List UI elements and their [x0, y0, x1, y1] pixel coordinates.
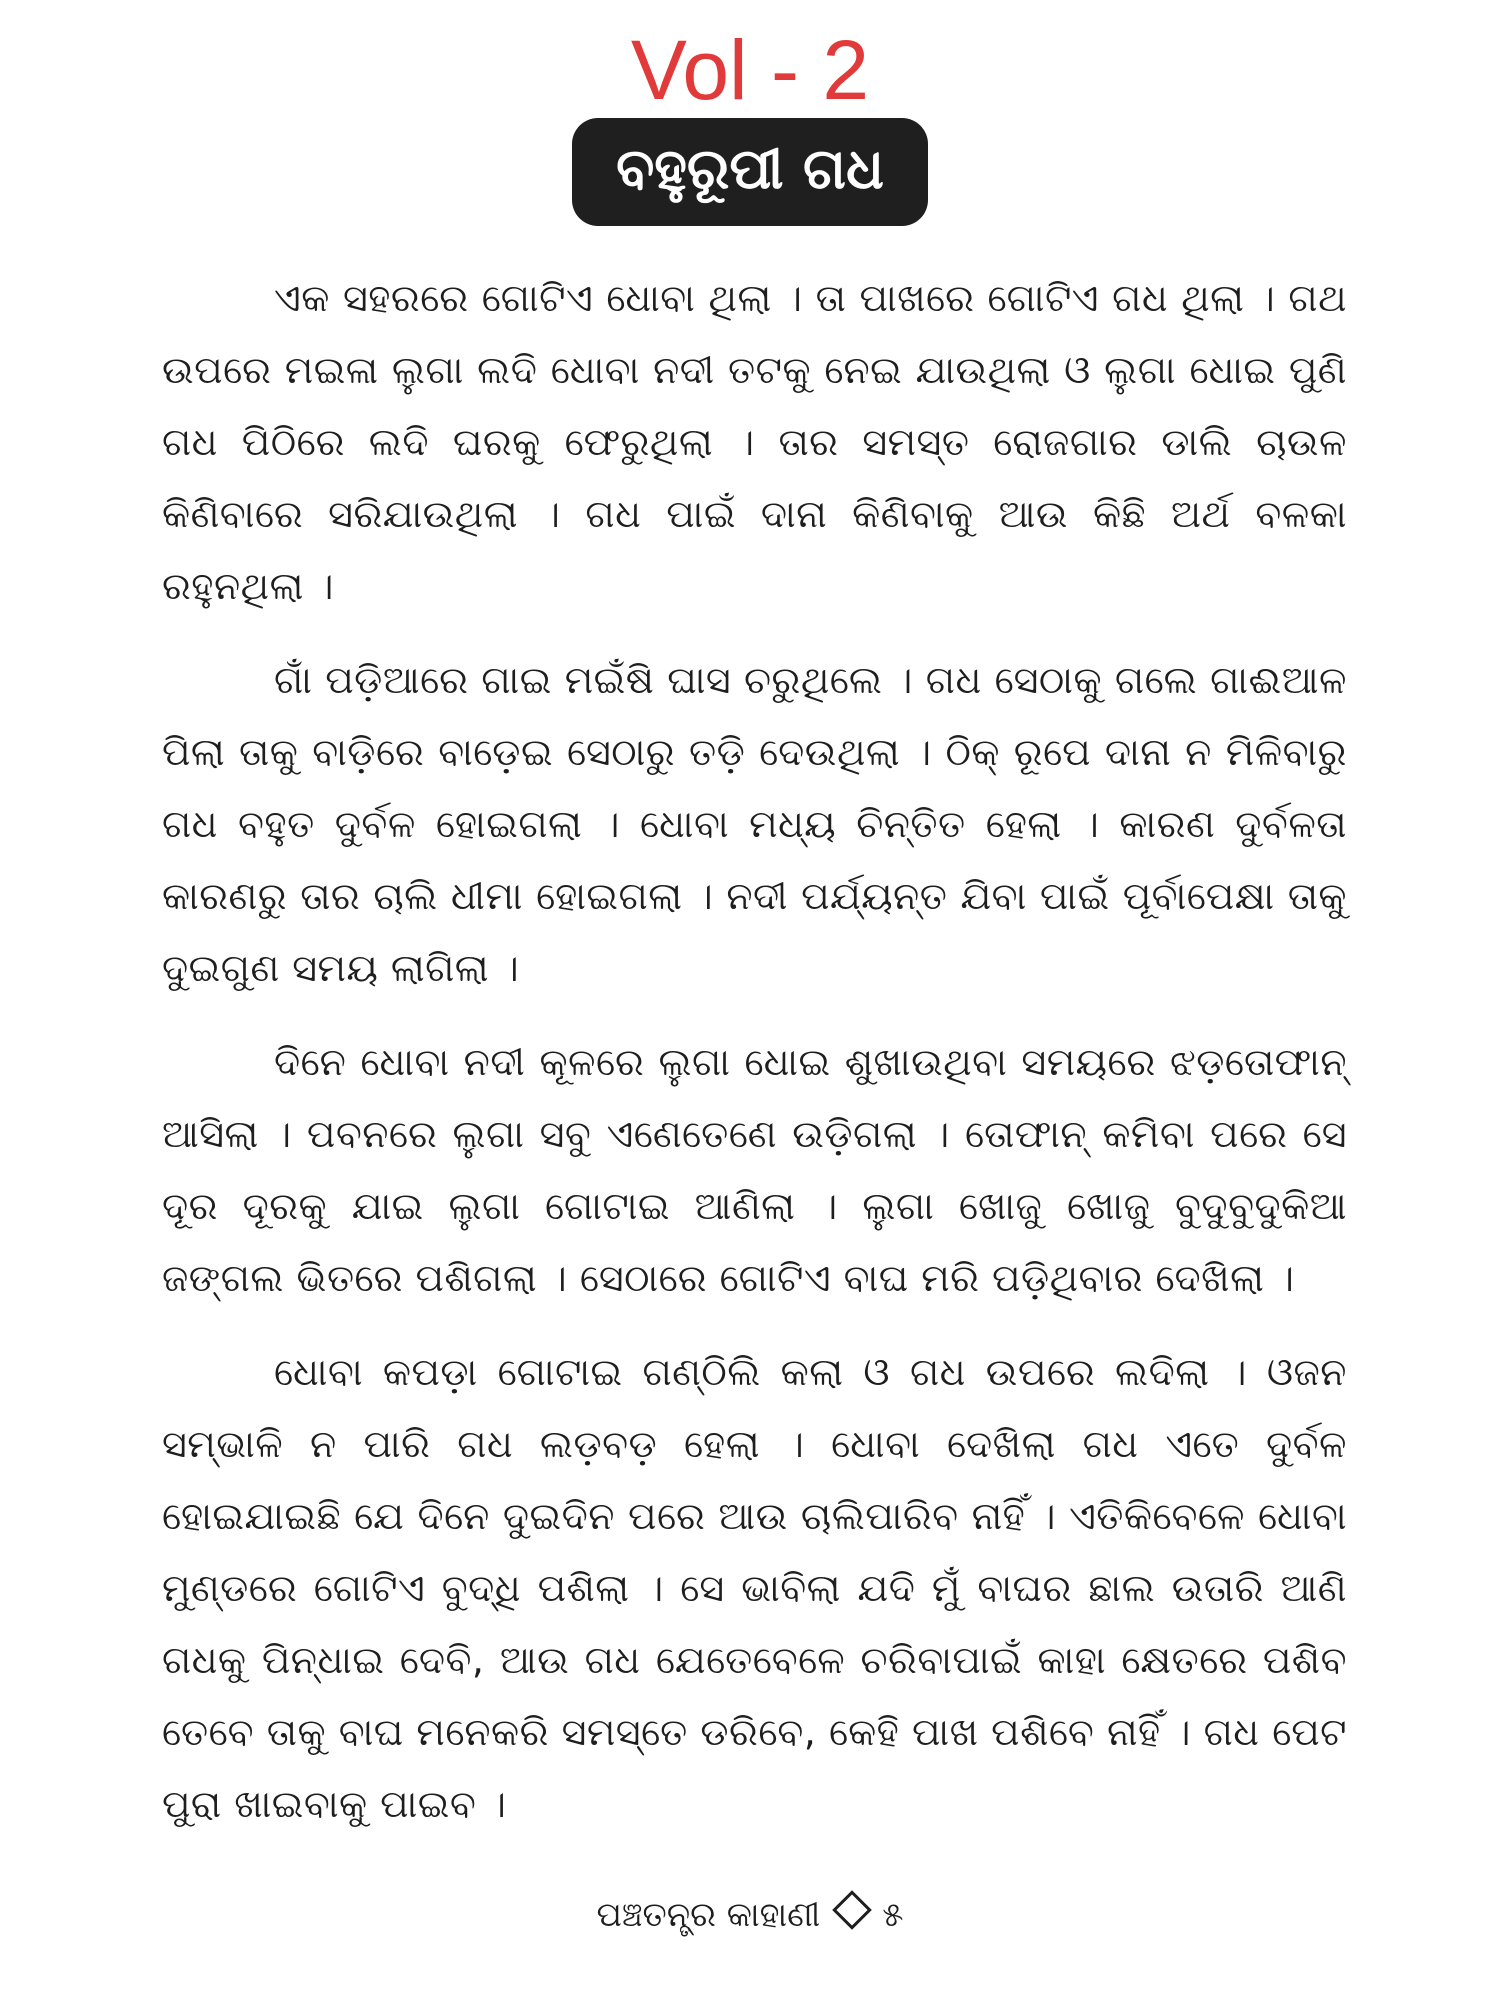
book-title: ପଞ୍ଚତନ୍ତ୍ର କାହାଣୀ: [596, 1895, 821, 1935]
story-paragraph-3: ଦିନେ ଧୋବା ନଦୀ କୂଳରେ ଲୁଗା ଧୋଇ ଶୁଖାଉଥିବା ସମୟରେ ଝଡ଼ତୋଫାନ୍ ଆସିଲା । ପବନରେ ଲୁଗା ସବୁ ଏଣେତେଣେ ଉଡ଼ିଗଲା । ତୋଫାନ୍ କମିବା ପରେ ସେ ଦୂର ଦୂରକୁ ଯାଇ ଲୁଗା ଗୋଟାଇ ଆଣିଲା । ଲୁଗା ଖୋଜୁ ଖୋଜୁ ବୁଦୁବୁଦୁକିଆ ଜଙ୍ଗଲ ଭିତରେ ପଶିଗଲା । ସେଠାରେ ଗୋଟିଏ ବାଘ ମରି ପଡ଼ିଥିବାର ଦେଖିଲା ।: [162, 1040, 1347, 1300]
diamond-icon: [832, 1890, 872, 1930]
page-number: ୫: [882, 1895, 904, 1935]
story-body: [162, 262, 1347, 1862]
story-paragraph-1: ଏକ ସହରରେ ଗୋଟିଏ ଧୋବା ଥିଲା । ତା ପାଖରେ ଗୋଟିଏ ଗଧ ଥିଲା । ଗଥ ଉପରେ ମଇଳା ଲୁଗା ଲଦି ଧୋବା ନଦୀ ତଟକୁ ନେଇ ଯାଉଥିଲା ଓ ଲୁଗା ଧୋଇ ପୁଣି ଗଧ ପିଠିରେ ଲଦି ଘରକୁ ଫେରୁଥିଲା । ତାର ସମସ୍ତ ରୋଜଗାର ଡାଲି ଚାଉଳ କିଣିବାରେ ସରିଯାଉଥିଲା । ଗଧ ପାଇଁ ଦାନା କିଣିବାକୁ ଆଉ କିଛି ଅର୍ଥ ବଳକା ରହୁନଥିଲା ।: [162, 276, 1347, 608]
story-paragraph-4: ଧୋବା କପଡ଼ା ଗୋଟାଇ ଗଣ୍ଠିଲି କଲା ଓ ଗଧ ଉପରେ ଲଦିଲା । ଓଜନ ସମ୍ଭାଳି ନ ପାରି ଗଧ ଲଡ଼ବଡ଼ ହେଲା । ଧୋବା ଦେଖିଲା ଗଧ ଏତେ ଦୁର୍ବଳ ହୋଇଯାଇଛି ଯେ ଦିନେ ଦୁଇଦିନ ପରେ ଆଉ ଚାଲିପାରିବ ନାହିଁ । ଏତିକିବେଳେ ଧୋବା ମୁଣ୍ଡରେ ଗୋଟିଏ ବୁଦ୍ଧି ପଶିଲା । ସେ ଭାବିଲା ଯଦି ମୁଁ ବାଘର ଛାଲ ଉତାରି ଆଣି ଗଧକୁ ପିନ୍ଧାଇ ଦେବି, ଆଉ ଗଧ ଯେତେବେଳେ ଚରିବାପାଇଁ କାହା କ୍ଷେତରେ ପଶିବ ତେବେ ତାକୁ ବାଘ ମନେକରି ସମସ୍ତେ ଡରିବେ, କେହି ପାଖ ପଶିବେ ନାହିଁ । ଗଧ ପେଟ ପୁରା ଖାଇବାକୁ ପାଇବ ।: [162, 1350, 1347, 1826]
volume-label: Vol - 2: [630, 23, 870, 117]
title-banner: [0, 118, 1500, 226]
story-paragraph-2: ଗାଁ ପଡ଼ିଆରେ ଗାଇ ମଇଁଷି ଘାସ ଚରୁଥିଲେ । ଗଧ ସେଠାକୁ ଗଲେ ଗାଈଆଳ ପିଲା ତାକୁ ବାଡ଼ିରେ ବାଡ଼େଇ ସେଠାରୁ ତଡ଼ି ଦେଉଥିଲା । ଠିକ୍ ରୂପେ ଦାନା ନ ମିଳିବାରୁ ଗଧ ବହୁତ ଦୁର୍ବଳ ହୋଇଗଲା । ଧୋବା ମଧ୍ୟ ଚିନ୍ତିତ ହେଲା । କାରଣ ଦୁର୍ବଳତା କାରଣରୁ ତାର ଚାଲି ଧୀମା ହୋଇଗଲା । ନଦୀ ପର୍ଯ୍ୟନ୍ତ ଯିବା ପାଇଁ ପୂର୍ବାପେକ୍ଷା ତାକୁ ଦୁଇଗୁଣ ସମୟ ଲାଗିଲା ।: [162, 658, 1347, 990]
story-title: ବହୁରୂପୀ ଗଧ: [572, 118, 928, 226]
page-footer: [0, 1895, 1500, 1935]
